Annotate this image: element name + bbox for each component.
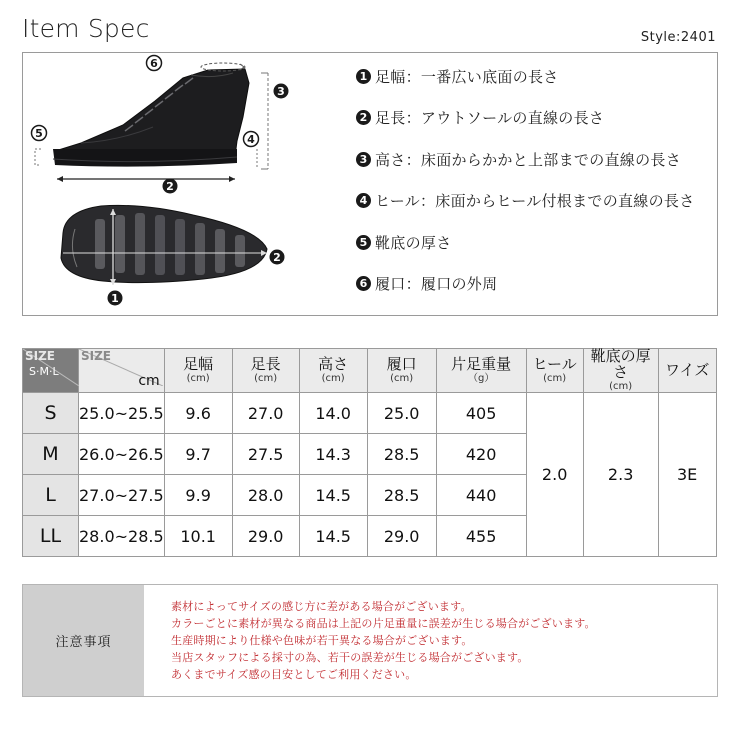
corner-top-label: SIZE — [25, 349, 56, 363]
svg-text:4: 4 — [247, 133, 255, 146]
size-label: S — [23, 393, 79, 434]
corner-bottom-label: S·M·L — [29, 365, 59, 378]
table-cell: 29.0 — [232, 516, 299, 557]
column-header: ワイズ — [658, 349, 716, 393]
table-cell: 25.0 — [367, 393, 436, 434]
column-header: 高さ (cm) — [299, 349, 367, 393]
legend-item — [356, 232, 695, 252]
table-cell: 28.5 — [367, 475, 436, 516]
style-code: Style:2401 — [640, 30, 716, 45]
number-badge-icon: 6 — [356, 276, 371, 291]
marker-5 — [32, 126, 47, 141]
shoe-sole-view — [61, 205, 267, 282]
table-cell: 10.1 — [164, 516, 232, 557]
size-label: M — [23, 434, 79, 475]
table-cell: 14.5 — [299, 516, 367, 557]
table-cell: 455 — [436, 516, 526, 557]
column-header: ヒール (cm) — [526, 349, 583, 393]
column-header: 足幅 (cm) — [164, 349, 232, 393]
note-line: カラーごとに素材が異なる商品は上記の片足重量に誤差が生じる場合がございます。 — [171, 617, 596, 630]
shoe-diagram — [23, 53, 333, 315]
size-column-header — [79, 349, 165, 393]
table-row — [23, 393, 717, 434]
note-line: あくまでサイズ感の目安としてご利用ください。 — [171, 668, 417, 681]
svg-text:5: 5 — [35, 127, 43, 140]
size-label: LL — [23, 516, 79, 557]
number-badge-icon: 4 — [356, 193, 371, 208]
size-range-cell: 26.0~26.5 — [79, 434, 165, 475]
size-range-cell: 25.0~25.5 — [79, 393, 165, 434]
legend-list — [356, 66, 695, 315]
legend-item — [356, 149, 695, 169]
column-unit: (cm) — [321, 372, 345, 384]
table-cell: 27.5 — [232, 434, 299, 475]
svg-text:6: 6 — [150, 57, 158, 70]
table-cell: 14.5 — [299, 475, 367, 516]
note-line: 素材によってサイズの感じ方に差がある場合がございます。 — [171, 600, 472, 613]
sole-shared-cell: 2.3 — [583, 393, 658, 557]
table-cell: 27.0 — [232, 393, 299, 434]
notes-box — [22, 584, 718, 697]
legend-text: 足長：アウトソールの直線の長さ — [375, 109, 605, 127]
wise-shared-cell: 3E — [658, 393, 716, 557]
legend-text: 足幅：一番広い底面の長さ — [375, 67, 559, 86]
column-header: 片足重量 （g） — [436, 349, 526, 393]
svg-text:2: 2 — [273, 251, 281, 264]
table-header-row — [23, 349, 717, 393]
svg-text:3: 3 — [277, 85, 285, 98]
number-badge-icon: 1 — [356, 69, 371, 84]
svg-text:1: 1 — [111, 292, 119, 305]
legend-text: 靴底の厚さ — [375, 233, 452, 252]
spec-box — [22, 52, 718, 316]
column-unit: （g） — [467, 372, 495, 384]
marker-1 — [108, 291, 123, 306]
notes-label: 注意事項 — [23, 585, 144, 696]
number-badge-icon: 3 — [356, 152, 371, 167]
column-unit: (cm) — [543, 372, 567, 384]
table-cell: 29.0 — [367, 516, 436, 557]
column-unit: (cm) — [186, 372, 210, 384]
svg-text:2: 2 — [166, 180, 174, 193]
marker-2-sole — [270, 250, 285, 265]
legend-item — [356, 191, 695, 211]
heel-shared-cell: 2.0 — [526, 393, 583, 557]
number-badge-icon: 5 — [356, 235, 371, 250]
marker-2-side — [163, 179, 178, 194]
legend-item — [356, 66, 695, 86]
column-unit: (cm) — [254, 372, 278, 384]
column-header: 靴底の厚さ (cm) — [583, 349, 658, 393]
table-cell: 9.6 — [164, 393, 232, 434]
size-range-cell: 28.0~28.5 — [79, 516, 165, 557]
size-header-top: SIZE — [81, 349, 112, 363]
note-line: 生産時期により仕様や色味が若干異なる場合がございます。 — [171, 634, 473, 647]
table-cell: 28.5 — [367, 434, 436, 475]
shoe-side-view — [53, 69, 249, 167]
table-cell: 14.3 — [299, 434, 367, 475]
size-range-cell: 27.0~27.5 — [79, 475, 165, 516]
number-badge-icon: 2 — [356, 110, 371, 125]
marker-4 — [244, 132, 259, 147]
table-cell: 440 — [436, 475, 526, 516]
table-cell: 9.7 — [164, 434, 232, 475]
size-header-unit: cm — [138, 373, 160, 390]
size-label: L — [23, 475, 79, 516]
column-header: 履口 (cm) — [367, 349, 436, 393]
table-corner-cell — [23, 349, 79, 393]
legend-text: 高さ：床面からかかと上部までの直線の長さ — [375, 150, 682, 169]
column-unit: (cm) — [390, 372, 414, 384]
header-title: Item Spec — [22, 14, 150, 43]
table-cell: 14.0 — [299, 393, 367, 434]
table-cell: 405 — [436, 393, 526, 434]
marker-6 — [147, 56, 162, 71]
note-line: 当店スタッフによる採寸の為、若干の誤差が生じる場合がございます。 — [171, 651, 529, 664]
table-cell: 9.9 — [164, 475, 232, 516]
legend-item — [356, 274, 695, 294]
legend-text: ヒール：床面からヒール付根までの直線の長さ — [375, 192, 695, 210]
size-table — [22, 348, 717, 557]
column-header: 足長 (cm) — [232, 349, 299, 393]
notes-list — [171, 598, 596, 683]
legend-text: 履口：履口の外周 — [375, 275, 498, 293]
column-unit: (cm) — [609, 380, 633, 392]
table-cell: 420 — [436, 434, 526, 475]
legend-item — [356, 108, 695, 128]
marker-3 — [274, 84, 289, 99]
table-cell: 28.0 — [232, 475, 299, 516]
